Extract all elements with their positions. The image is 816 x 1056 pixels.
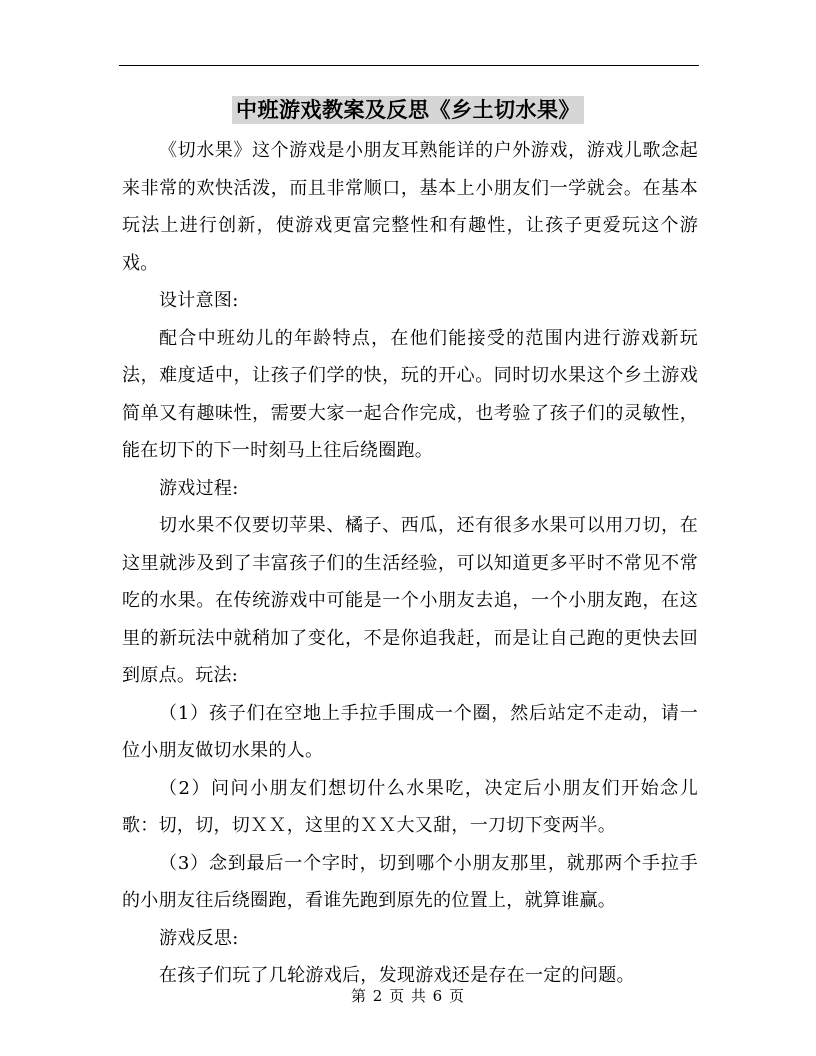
paragraph-design-intent: 配合中班幼儿的年龄特点，在他们能接受的范围内进行游戏新玩法，难度适中，让孩子们学的快，玩的开心。同时切水果这个乡土游戏简单又有趣味性，需要大家一起合作完成，也考验了孩子们的灵敏性，能在切下的下一时刻马上往后绕圈跑。 (122, 327, 698, 461)
paragraph-reflection: 在孩子们玩了几轮游戏后，发现游戏还是存在一定的问题。 (159, 965, 635, 986)
document-title: 中班游戏教案及反思《乡土切水果》 (232, 96, 584, 124)
page-number: 第 2 页 共 6 页 (351, 987, 465, 1005)
paragraph-game-process: 切水果不仅要切苹果、橘子、西瓜，还有很多水果可以用刀切，在这里就涉及到了丰富孩子们的生活经验，可以知道更多平时不常见不常吃的水果。在传统游戏中可能是一个小朋友去追，一个小朋友跑，在这里的新玩法中就稍加了变化，不是你追我赶，而是让自己跑的更快去回到原点。玩法: (122, 515, 698, 686)
document-body (122, 132, 698, 995)
heading-game-process: 游戏过程: (159, 477, 239, 499)
header-rule (119, 65, 699, 66)
step-3: （3）念到最后一个字时，切到哪个小朋友那里，就那两个手拉手的小朋友往后绕圈跑，看谁先跑到原先的位置上，就算谁赢。 (122, 852, 698, 911)
step-2: （2）问问小朋友们想切什么水果吃，决定后小朋友们开始念儿歌：切，切，切ＸＸ，这里的ＸＸ大又甜，一刀切下变两半。 (122, 777, 698, 836)
heading-design-intent: 设计意图: (159, 290, 239, 311)
paragraph-intro: 《切水果》这个游戏是小朋友耳熟能详的户外游戏，游戏儿歌念起来非常的欢快活泼，而且非常顺口，基本上小朋友们一学就会。在基本玩法上进行创新，使游戏更富完整性和有趣性，让孩子更爱玩这个游戏。 (122, 140, 698, 274)
heading-reflection: 游戏反思: (159, 927, 239, 949)
title-container (0, 96, 816, 124)
step-1: （1）孩子们在空地上手拉手围成一个圈，然后站定不走动，请一位小朋友做切水果的人。 (122, 702, 698, 761)
